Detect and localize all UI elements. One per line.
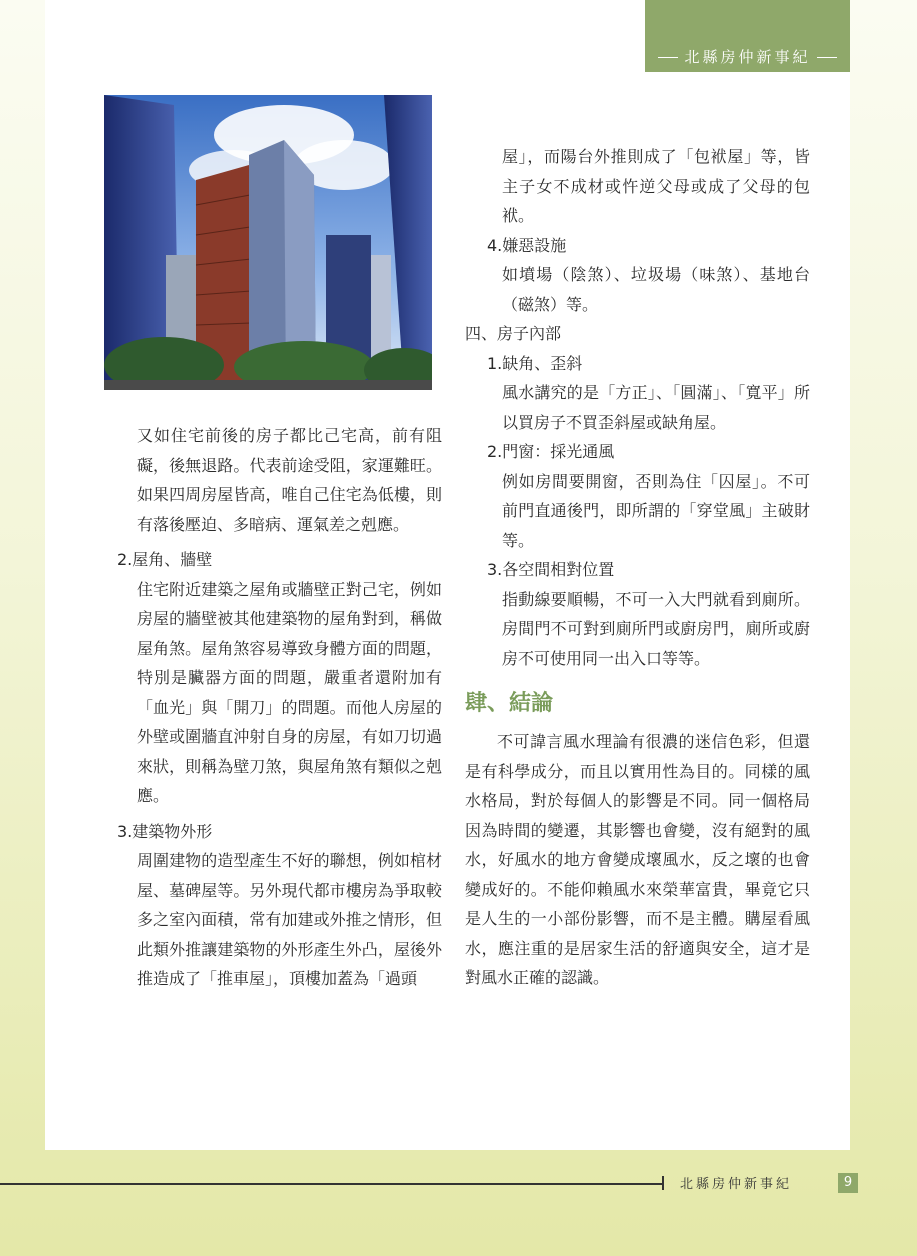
left-paragraph-2: 住宅附近建築之屋角或牆壁正對己宅，例如房屋的牆壁被其他建築物的屋角對到，稱做屋角煞。屋角煞容易導致身體方面的問題，特別是臟器方面的問題，嚴重者還附加有「血光」與「開刀」的問題。而他人房屋的外壁或圍牆直沖射自身的房屋，有如刀切過來狀，則稱為壁刀煞，與屋角煞有類似之剋應。 xyxy=(137,579,442,805)
paragraph-missing-corner: 風水講究的是「方正」、「圓滿」、「寬平」所以買房子不買歪斜屋或缺角屋。 xyxy=(502,383,810,432)
section-heading-corner-wall: 2.屋角、牆壁 xyxy=(117,550,213,569)
section-heading-nuisance: 4.嫌惡設施 xyxy=(487,235,567,255)
right-column xyxy=(465,142,810,993)
left-paragraph-3: 周圍建物的造型產生不好的聯想，例如棺材屋、墓碑屋等。另外現代都市樓房為爭取較多之室內面積，常有加建或外推之情形，但此類外推讓建築物的外形產生外凸，屋後外推造成了「推車屋」，頂樓加蓋為「過頭 xyxy=(137,851,442,988)
subheading-space-positions: 3.各空間相對位置 xyxy=(487,560,615,579)
footer-rule-tick xyxy=(662,1176,664,1190)
city-skyscrapers-photo xyxy=(104,95,432,390)
subheading-doors-windows: 2.門窗：採光通風 xyxy=(487,442,615,461)
header-title: 北縣房仲新事紀 xyxy=(684,48,811,66)
subheading-missing-corner: 1.缺角、歪斜 xyxy=(487,353,583,373)
left-paragraph-1: 又如住宅前後的房子都比己宅高，前有阻礙，後無退路。代表前途受阻，家運難旺。如果四周房屋皆高，唯自己住宅為低樓，則有落後壓迫、多暗病、運氣差之剋應。 xyxy=(137,426,442,534)
right-paragraph-nuisance: 如墳場（陰煞）、垃圾場（味煞）、基地台（磁煞）等。 xyxy=(502,265,810,314)
conclusion-paragraph: 不可諱言風水理論有很濃的迷信色彩，但還是有科學成分，而且以實用性為目的。同樣的風水格局，對於每個人的影響是不同。同一個格局因為時間的變遷，其影響也會變，沒有絕對的風水，好風水的地方會變成壞風水，反之壞的也會變成好的。不能仰賴風水來榮華富貴，畢竟它只是人生的一小部份影響，而不是主體。購屋看風水，應注重的是居家生活的舒適與安全，這才是對風水正確的認識。 xyxy=(465,732,810,987)
footer-rule xyxy=(0,1183,662,1185)
paragraph-doors-windows: 例如房間要開窗，否則為住「囚屋」。不可前門直通後門，即所謂的「穿堂風」主破財等。 xyxy=(502,471,810,550)
conclusion-heading: 肆、結論 xyxy=(465,691,554,716)
right-paragraph-continued: 屋」，而陽台外推則成了「包袱屋」等，皆主子女不成材或忤逆父母或成了父母的包袱。 xyxy=(502,147,810,225)
footer-title: 北縣房仲新事紀 xyxy=(680,1177,793,1192)
section-heading-building-shape: 3.建築物外形 xyxy=(117,821,213,841)
paragraph-space-positions: 指動線要順暢，不可一入大門就看到廁所。房間門不可對到廁所門或廚房門，廁所或廚房不可使用同一出入口等等。 xyxy=(502,589,810,668)
section-heading-interior: 四、房子內部 xyxy=(465,324,562,343)
header-tab xyxy=(645,0,850,72)
left-column xyxy=(117,421,442,994)
page-number: 9 xyxy=(838,1173,858,1193)
